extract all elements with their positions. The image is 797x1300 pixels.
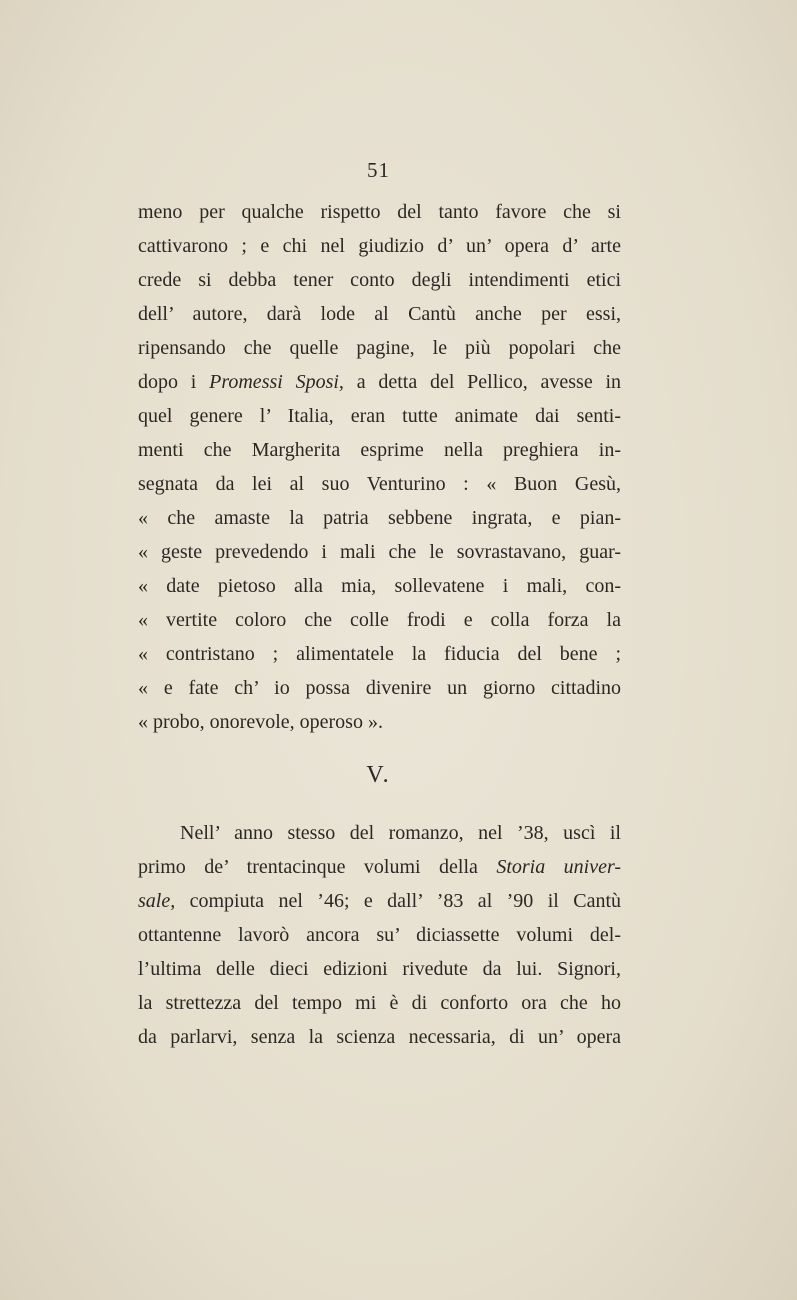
text-line: quel genere l’ Italia, eran tutte animate dai senti-: [138, 405, 621, 427]
text-fragment: a detta del Pellico, avesse in: [356, 371, 622, 393]
text-line: dell’ autore, darà lode al Cantù anche per essi,: [138, 303, 621, 325]
text-line: crede si debba tener conto degli intendimenti etici: [138, 269, 621, 291]
text-fragment: compiuta nel ’46; e dall’ ’83 al ’90 il Cantù: [189, 890, 621, 912]
text-line: menti che Margherita esprime nella preghiera in-: [138, 439, 621, 461]
text-line: « probo, onorevole, operoso ».: [138, 711, 383, 733]
text-line: l’ultima delle dieci edizioni rivedute da lui. Signori,: [138, 958, 621, 980]
italic-title: sale,: [138, 890, 176, 912]
text-line: « date pietoso alla mia, sollevatene i mali, con-: [138, 575, 621, 597]
section-heading: V.: [366, 762, 391, 788]
page-number: 51: [367, 158, 390, 182]
text-fragment: primo de’ trentacinque volumi della: [138, 856, 478, 878]
text-line: ottantenne lavorò ancora su’ diciassette volumi del-: [138, 924, 621, 946]
text-line: ripensando che quelle pagine, le più popolari che: [138, 337, 621, 359]
text-line: « geste prevedendo i mali che le sovrastavano, guar-: [138, 541, 621, 563]
text-line: [138, 365, 621, 399]
text-fragment: dopo i: [138, 371, 197, 393]
text-line: meno per qualche rispetto del tanto favore che si: [138, 201, 621, 223]
text-line: [138, 884, 621, 918]
text-line: cattivarono ; e chi nel giudizio d’ un’ opera d’ arte: [138, 235, 621, 257]
text-line: « contristano ; alimentatele la fiducia del bene ;: [138, 643, 621, 665]
text-line: « vertite coloro che colle frodi e colla forza la: [138, 609, 621, 631]
text-line: Nell’ anno stesso del romanzo, nel ’38, uscì il: [180, 822, 621, 844]
text-line: « e fate ch’ io possa divenire un giorno cittadino: [138, 677, 621, 699]
text-line: la strettezza del tempo mi è di conforto ora che ho: [138, 992, 621, 1014]
italic-title: Promessi Sposi,: [209, 371, 344, 393]
text-line: da parlarvi, senza la scienza necessaria, di un’ opera: [138, 1026, 621, 1048]
text-line: « che amaste la patria sebbene ingrata, e pian-: [138, 507, 621, 529]
text-line: segnata da lei al suo Venturino : « Buon Gesù,: [138, 473, 621, 495]
italic-title: Storia univer-: [496, 856, 622, 878]
text-line: [138, 850, 621, 884]
